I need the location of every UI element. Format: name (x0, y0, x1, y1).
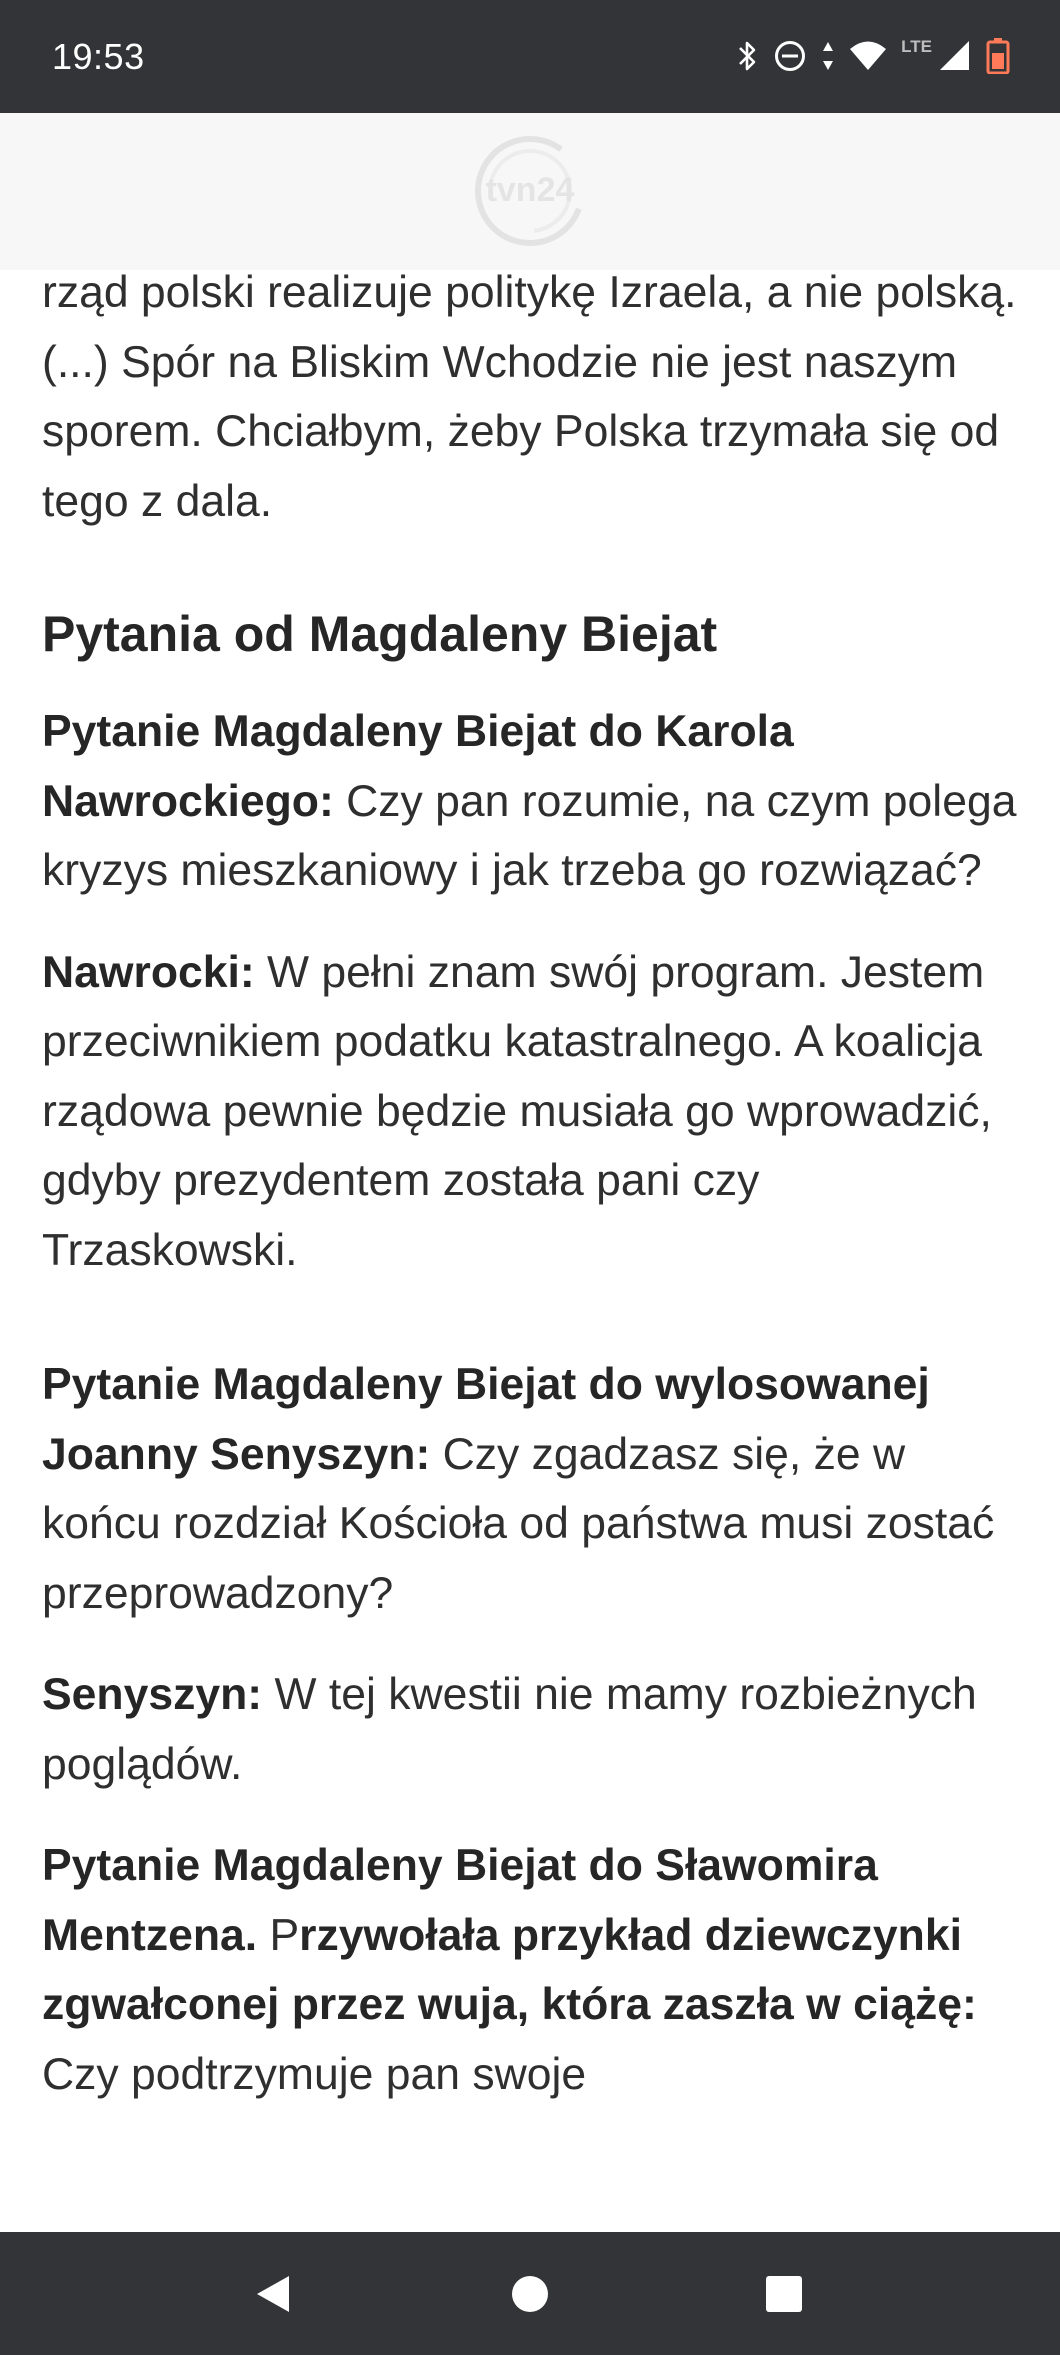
intro-text: rząd polski realizuje politykę Izraela, a nie polską. (...) Spór na Bliskim Wchodzie nie jest naszym sporem. Chciałbym, żeby Polska trzymała się od tego z dala. (42, 268, 1017, 526)
question-1-speaker: Pytanie Magdaleny Biejat do Karola Nawrockiego: (42, 707, 794, 826)
lte-label: LTE (901, 37, 932, 56)
answer-1 (42, 938, 1022, 1286)
recents-icon[interactable] (758, 2268, 810, 2320)
answer-1-speaker: Nawrocki: (42, 947, 255, 997)
answer-2-speaker: Senyszyn: (42, 1670, 263, 1719)
navigation-bar (0, 2232, 1060, 2355)
section-heading: Pytania od Magdaleny Biejat (42, 606, 718, 662)
answer-1-text: W pełni znam swój program. Jestem przeciwnikiem podatku katastralnego. A koalicja rządowa pewnie będzie musiała go wprowadzić, gdyby prezydentem została pani czy Trzaskowski. (42, 947, 992, 1275)
question-1 (42, 697, 1022, 906)
question-3-mid: P (257, 1910, 300, 1960)
site-header (0, 113, 1060, 270)
svg-text:tvn24: tvn24 (485, 171, 575, 209)
question-3 (42, 1831, 1022, 2109)
home-icon[interactable] (504, 2268, 556, 2320)
status-icons (737, 32, 1010, 80)
question-3-text: Czy podtrzymuje pan swoje (42, 2049, 587, 2099)
question-2-speaker: Pytanie Magdaleny Biejat do wylosowanej Joanny Senyszyn: (42, 1360, 930, 1479)
question-3-context: rzywołała przykład dziewczynki zgwałconej przez wuja, która zaszła w ciążę: (42, 1910, 977, 2029)
status-time: 19:53 (52, 36, 145, 77)
question-2 (42, 1350, 1022, 1628)
status-bar (0, 0, 1060, 113)
do-not-disturb-icon (773, 39, 807, 73)
signal-icon (938, 39, 972, 73)
answer-2 (42, 1660, 1022, 1799)
intro-paragraph (42, 258, 1022, 536)
back-icon[interactable] (247, 2268, 299, 2320)
question-3-speaker: Pytanie Magdaleny Biejat do Sławomira Mentzena. (42, 1841, 878, 1960)
battery-low-icon (986, 38, 1010, 74)
wifi-icon (849, 40, 887, 72)
question-2-text: Czy zgadzasz się, że w końcu rozdział Kościoła od państwa musi zostać przeprowadzony? (42, 1429, 995, 1618)
bluetooth-icon (737, 39, 759, 73)
article-body (42, 258, 1022, 2109)
tvn24-logo[interactable] (468, 129, 592, 253)
answer-2-text: W tej kwestii nie mamy rozbieżnych poglądów. (42, 1670, 977, 1789)
question-1-text: Czy pan rozumie, na czym polega kryzys mieszkaniowy i jak trzeba go rozwiązać? (42, 776, 1017, 895)
data-arrows-icon (821, 39, 835, 73)
